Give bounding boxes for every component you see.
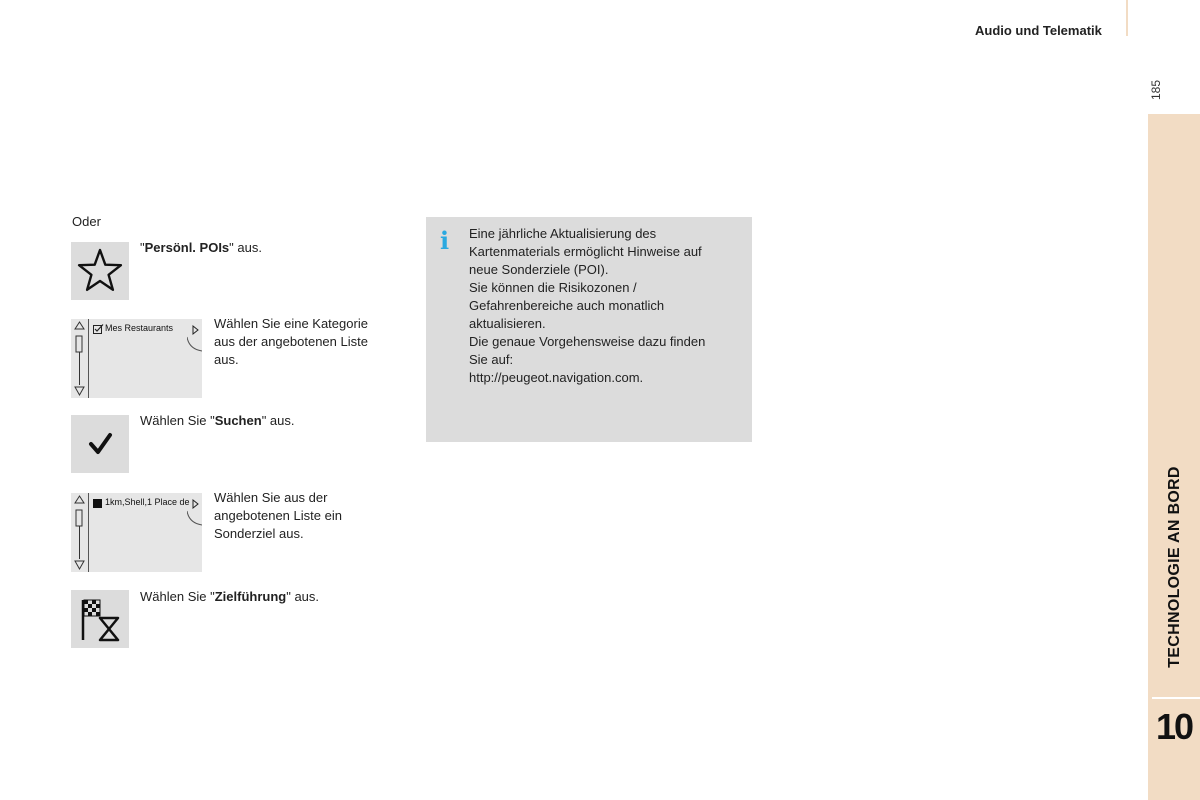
chapter-tab-divider (1152, 697, 1200, 699)
step5-text (140, 588, 319, 606)
chapter-tab-label-wrap (1165, 450, 1185, 684)
star-icon (71, 242, 129, 300)
info-line: Kartenmaterials ermöglicht Hinweise auf (469, 244, 702, 259)
step1-prefix: " (140, 240, 145, 255)
step2-line: Wählen Sie eine Kategorie (214, 316, 368, 331)
navigation-icon-box (71, 590, 129, 648)
page-header-title: Audio und Telematik (975, 23, 1102, 38)
list-item[interactable] (89, 319, 202, 339)
info-line: Die genaue Vorgehensweise dazu finden (469, 334, 706, 349)
list-item-label: 1km,Shell,1 Place de (105, 497, 190, 507)
info-icon: i (440, 226, 450, 255)
step4-line: Wählen Sie aus der (214, 490, 328, 505)
chapter-tab-label: TECHNOLOGIE AN BORD (1166, 466, 1183, 668)
step4-text (214, 489, 342, 543)
info-link-text: http://peugeot.navigation.com. (469, 370, 644, 385)
page-number: 185 (1149, 79, 1163, 100)
list-scrollbar[interactable] (71, 493, 89, 572)
star-icon-box (71, 242, 129, 300)
info-line: Gefahrenbereiche auch monatlich (469, 298, 665, 313)
step2-text (214, 315, 368, 369)
intro-text: Oder (72, 214, 101, 229)
category-list-screen (71, 319, 202, 398)
chapter-number: 10 (1155, 706, 1193, 747)
step5-suffix: " aus. (286, 589, 320, 604)
list-scrollbar[interactable] (71, 319, 89, 398)
poi-marker-icon (93, 499, 102, 508)
scroll-down-icon (75, 561, 84, 569)
info-line: aktualisieren. (469, 316, 546, 331)
info-line: neue Sonderziele (POI). (469, 262, 609, 277)
info-line: Sie auf: (469, 352, 514, 367)
step5-bold: Zielführung (214, 589, 287, 604)
scroll-down-icon (75, 387, 84, 395)
info-line: Eine jährliche Aktualisierung des (469, 226, 657, 241)
checkbox-icon (93, 324, 104, 334)
scroll-up-icon (75, 496, 84, 503)
step2-line: aus der angebotenen Liste (214, 334, 368, 349)
list-item[interactable] (89, 493, 202, 513)
step3-text (140, 412, 295, 430)
header-divider (1126, 0, 1128, 36)
checkmark-icon-box (71, 415, 129, 473)
step4-line: angebotenen Liste ein (214, 508, 342, 523)
step4-line: Sonderziel aus. (214, 526, 304, 541)
checkmark-icon (71, 415, 129, 473)
list-item-label: Mes Restaurants (105, 323, 174, 333)
step1-text (140, 239, 262, 257)
step1-bold: Persönl. POIs (144, 240, 230, 255)
step2-line: aus. (214, 352, 239, 367)
step3-prefix: Wählen Sie " (140, 413, 215, 428)
row-arrow-icon[interactable] (187, 493, 202, 531)
step3-suffix: " aus. (261, 413, 295, 428)
info-box (426, 217, 752, 442)
step1-suffix: " aus. (229, 240, 262, 255)
step3-bold: Suchen (214, 413, 262, 428)
info-line: Sie können die Risikozonen / (469, 280, 637, 295)
scroll-thumb (76, 336, 82, 352)
row-arrow-icon[interactable] (187, 319, 202, 357)
poi-result-list-screen (71, 493, 202, 572)
step5-prefix: Wählen Sie " (140, 589, 215, 604)
checkered-flag-hourglass-icon (71, 590, 129, 648)
scroll-up-icon (75, 322, 84, 329)
scroll-thumb (76, 510, 82, 526)
